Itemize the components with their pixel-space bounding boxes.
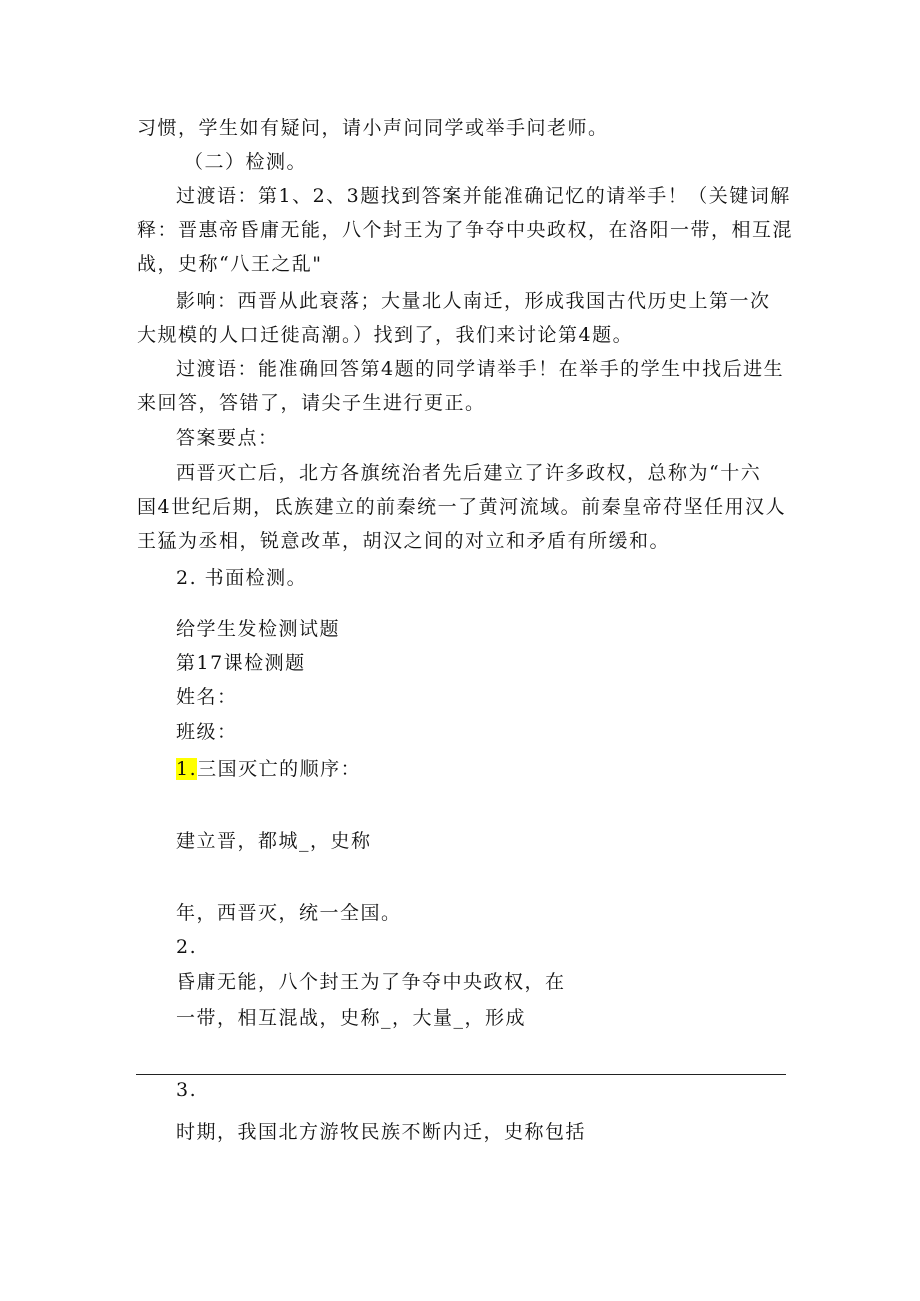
text-line: 影响：西晋从此衰落；大量北人南迁，形成我国古代历史上第一次 (176, 290, 771, 312)
divider-line (136, 1074, 786, 1075)
quiz-title: 第17课检测题 (176, 652, 306, 674)
section-heading: （二）检测。 (184, 151, 308, 173)
text-line: 释：晋惠帝昏庸无能，八个封王为了争夺中央政权，在洛阳一带，相互混 (137, 219, 794, 241)
question-number: 3. (176, 1079, 198, 1101)
question-text: 三国灭亡的顺序： (197, 758, 362, 780)
text-line: 时期，我国北方游牧民族不断内迁，史称包括 (176, 1121, 587, 1143)
text-line: 习惯，学生如有疑问，请小声问同学或举手问老师。 (137, 117, 609, 139)
question-number-highlight: 1. (176, 758, 198, 780)
text-line: 建立晋，都城_，史称 (176, 830, 372, 852)
text-line: 战，史称“八王之乱" (137, 253, 323, 275)
text-line: 答案要点： (176, 427, 279, 449)
text-line: 来回答，答错了，请尖子生进行更正。 (137, 392, 486, 414)
question-number: 2. (176, 936, 198, 958)
class-field-label: 班级： (176, 721, 238, 743)
text-line: 昏庸无能，八个封王为了争夺中央政权，在 (176, 971, 566, 993)
question-1 (176, 756, 361, 782)
text-line: 大规模的人口迁徙高潮。）找到了，我们来讨论第4题。 (137, 324, 634, 346)
name-field-label: 姓名： (176, 686, 238, 708)
text-line: 过渡语：能准确回答第4题的同学请举手！在举手的学生中找后进生 (176, 358, 785, 380)
text-line: 西晋灭亡后，北方各旗统治者先后建立了许多政权，总称为“十六 (176, 462, 762, 484)
text-line: 2. 书面检测。 (176, 567, 308, 589)
text-line: 国4世纪后期，氐族建立的前秦统一了黄河流域。前秦皇帝苻坚任用汉人 (137, 496, 787, 518)
text-line: 王猛为丞相，锐意改革，胡汉之间的对立和矛盾有所缓和。 (137, 530, 671, 552)
text-line: 一带，相互混战，史称_，大量_，形成 (176, 1007, 527, 1029)
text-line: 给学生发检测试题 (176, 618, 341, 640)
text-line: 年，西晋灭，统一全国。 (176, 902, 402, 924)
text-line: 过渡语：第1、2、3题找到答案并能准确记忆的请举手！（关键词解 (176, 185, 791, 207)
